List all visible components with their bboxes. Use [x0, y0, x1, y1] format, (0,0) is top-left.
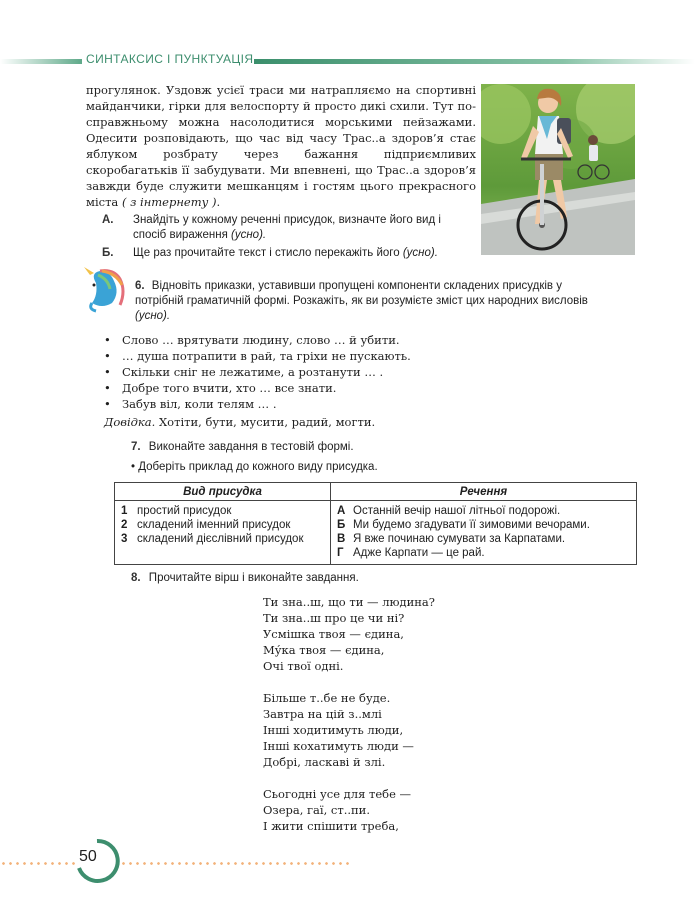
task-6	[135, 279, 605, 324]
page-number: 50	[79, 848, 97, 865]
table-header-type: Вид присудка	[115, 483, 331, 501]
item-key: 2	[121, 519, 128, 531]
proverb-list	[104, 332, 411, 412]
task-8	[131, 572, 359, 584]
poem-line: Інші кохатимуть люди —	[263, 739, 414, 753]
table-header-sentence: Речення	[331, 483, 637, 501]
item-text: Адже Карпати — це рай.	[353, 547, 485, 559]
poem-line: Ти зна..ш, що ти — людина?	[263, 595, 435, 609]
poem-line: І жити спішити треба,	[263, 819, 399, 833]
item-key: 3	[121, 533, 128, 545]
task-6-number: 6.	[135, 280, 145, 292]
item-key: А	[337, 505, 346, 517]
reference-text: Хотіти, бути, мусити, радий, могти.	[158, 415, 376, 429]
poem-line: Сьогодні усе для тебе —	[263, 787, 412, 801]
list-item: • Добре того вчити, хто … все знати.	[104, 380, 411, 396]
poem-line: Інші ходитимуть люди,	[263, 723, 404, 737]
stanza-gap	[263, 674, 435, 690]
task-6-note: (усно).	[135, 310, 171, 322]
footer-dots-left	[0, 862, 78, 865]
unicorn-icon	[80, 265, 132, 313]
task-b-label: Б.	[102, 247, 114, 259]
table-cell-sentences	[331, 501, 637, 565]
list-item: • Скільки сніг не лежатиме, а розтанути … .	[104, 364, 411, 380]
task-b-note: (усно).	[402, 247, 438, 259]
header-rule-left	[0, 59, 82, 64]
item-text: Ми будемо згадувати її зимовими вечорами.	[353, 519, 590, 531]
list-item: • … душа потрапити в рай, та гріхи не пускають.	[104, 348, 411, 364]
task-7-text: Виконайте завдання в тестовій формі.	[148, 441, 354, 453]
item-text: Я вже починаю сумувати за Карпатами.	[353, 533, 566, 545]
item-text: простий присудок	[137, 505, 232, 517]
poem-line: Очі твої одні.	[263, 659, 344, 673]
list-item	[121, 518, 326, 532]
task-b	[102, 246, 482, 262]
item-key: 1	[121, 505, 128, 517]
task-a-label: А.	[102, 214, 114, 226]
poem-line: Більше т..бе не буде.	[263, 691, 391, 705]
list-item: • Слово … врятувати людину, слово … й убити.	[104, 332, 411, 348]
task-a-body	[133, 213, 473, 243]
section-title: СИНТАКСИС І ПУНКТУАЦІЯ	[86, 52, 254, 66]
reference-note	[104, 415, 375, 429]
task-8-text: Прочитайте вірш і виконайте завдання.	[148, 572, 359, 584]
woman-on-bicycle-photo	[481, 84, 635, 255]
list-item	[121, 504, 326, 518]
intro-source: ( з інтернету )	[121, 195, 217, 209]
header-rule-right	[254, 59, 695, 64]
intro-end: .	[216, 195, 221, 209]
item-text: складений іменний присудок	[137, 519, 291, 531]
table-cell-types	[115, 501, 331, 565]
task-a-text: Знайдіть у кожному реченні присудок, визначте його вид і спосіб вираження	[133, 214, 441, 241]
task-b-text: Ще раз прочитайте текст і стисло перекажіть його	[133, 247, 400, 259]
item-key: В	[337, 533, 346, 545]
intro-text: прогулянок. Уздовж усієї траси ми натрапляємо на спортивні майданчики, гірки для велоспорту й просто дикі схили. Тут по-справжньому можна насолодитися морськими пейзажами. Одесити розповідають, що час від часу Трас..а здоров’я стає яблуком розбрату через бажання підприємливих скоробагатьків її забудувати. Ми впевнені, що Трас..а здоров’я завжди буде служити мешканцям і гостям цього прекрасного міста	[86, 83, 476, 209]
poem	[263, 594, 435, 834]
table-row	[115, 501, 637, 565]
list-item: • Забув віл, коли телям … .	[104, 396, 411, 412]
list-item	[337, 532, 632, 546]
task-a	[102, 213, 482, 245]
item-text: Останній вечір нашої літньої подорожі.	[353, 505, 561, 517]
table-header-row	[115, 483, 637, 501]
poem-line: Завтра на цій з..млі	[263, 707, 382, 721]
matching-table	[114, 482, 637, 565]
item-key: Г	[337, 547, 344, 559]
item-text: складений дієслівний присудок	[137, 533, 304, 545]
footer-dots-right	[120, 862, 350, 865]
task-8-number: 8.	[131, 572, 141, 584]
intro-paragraph	[86, 82, 476, 210]
poem-line: Ти зна..ш про це чи ні?	[263, 611, 405, 625]
task-7-number: 7.	[131, 441, 141, 453]
task-6-text: Відновіть приказки, уставивши пропущені компоненти складених присудків у потрібній граматичній формі. Розкажіть, як ви розумієте зміст цих народних висловів	[135, 280, 588, 307]
reference-label: Довідка.	[104, 415, 156, 429]
task-a-note: (усно).	[231, 229, 267, 241]
poem-line: Усмішка твоя — єдина,	[263, 627, 404, 641]
poem-line: Добрі, ласкаві й злі.	[263, 755, 386, 769]
poem-line: Му́ка твоя — єдина,	[263, 643, 385, 657]
task-7	[131, 441, 354, 453]
task-b-body	[133, 246, 493, 261]
stanza-gap	[263, 770, 435, 786]
list-item	[337, 518, 632, 532]
list-item	[337, 504, 632, 518]
task-7-subtask: • Доберіть приклад до кожного виду присудка.	[131, 461, 378, 473]
item-key: Б	[337, 519, 346, 531]
list-item	[337, 546, 632, 560]
poem-line: Озера, гаї, ст..пи.	[263, 803, 371, 817]
list-item	[121, 532, 326, 546]
